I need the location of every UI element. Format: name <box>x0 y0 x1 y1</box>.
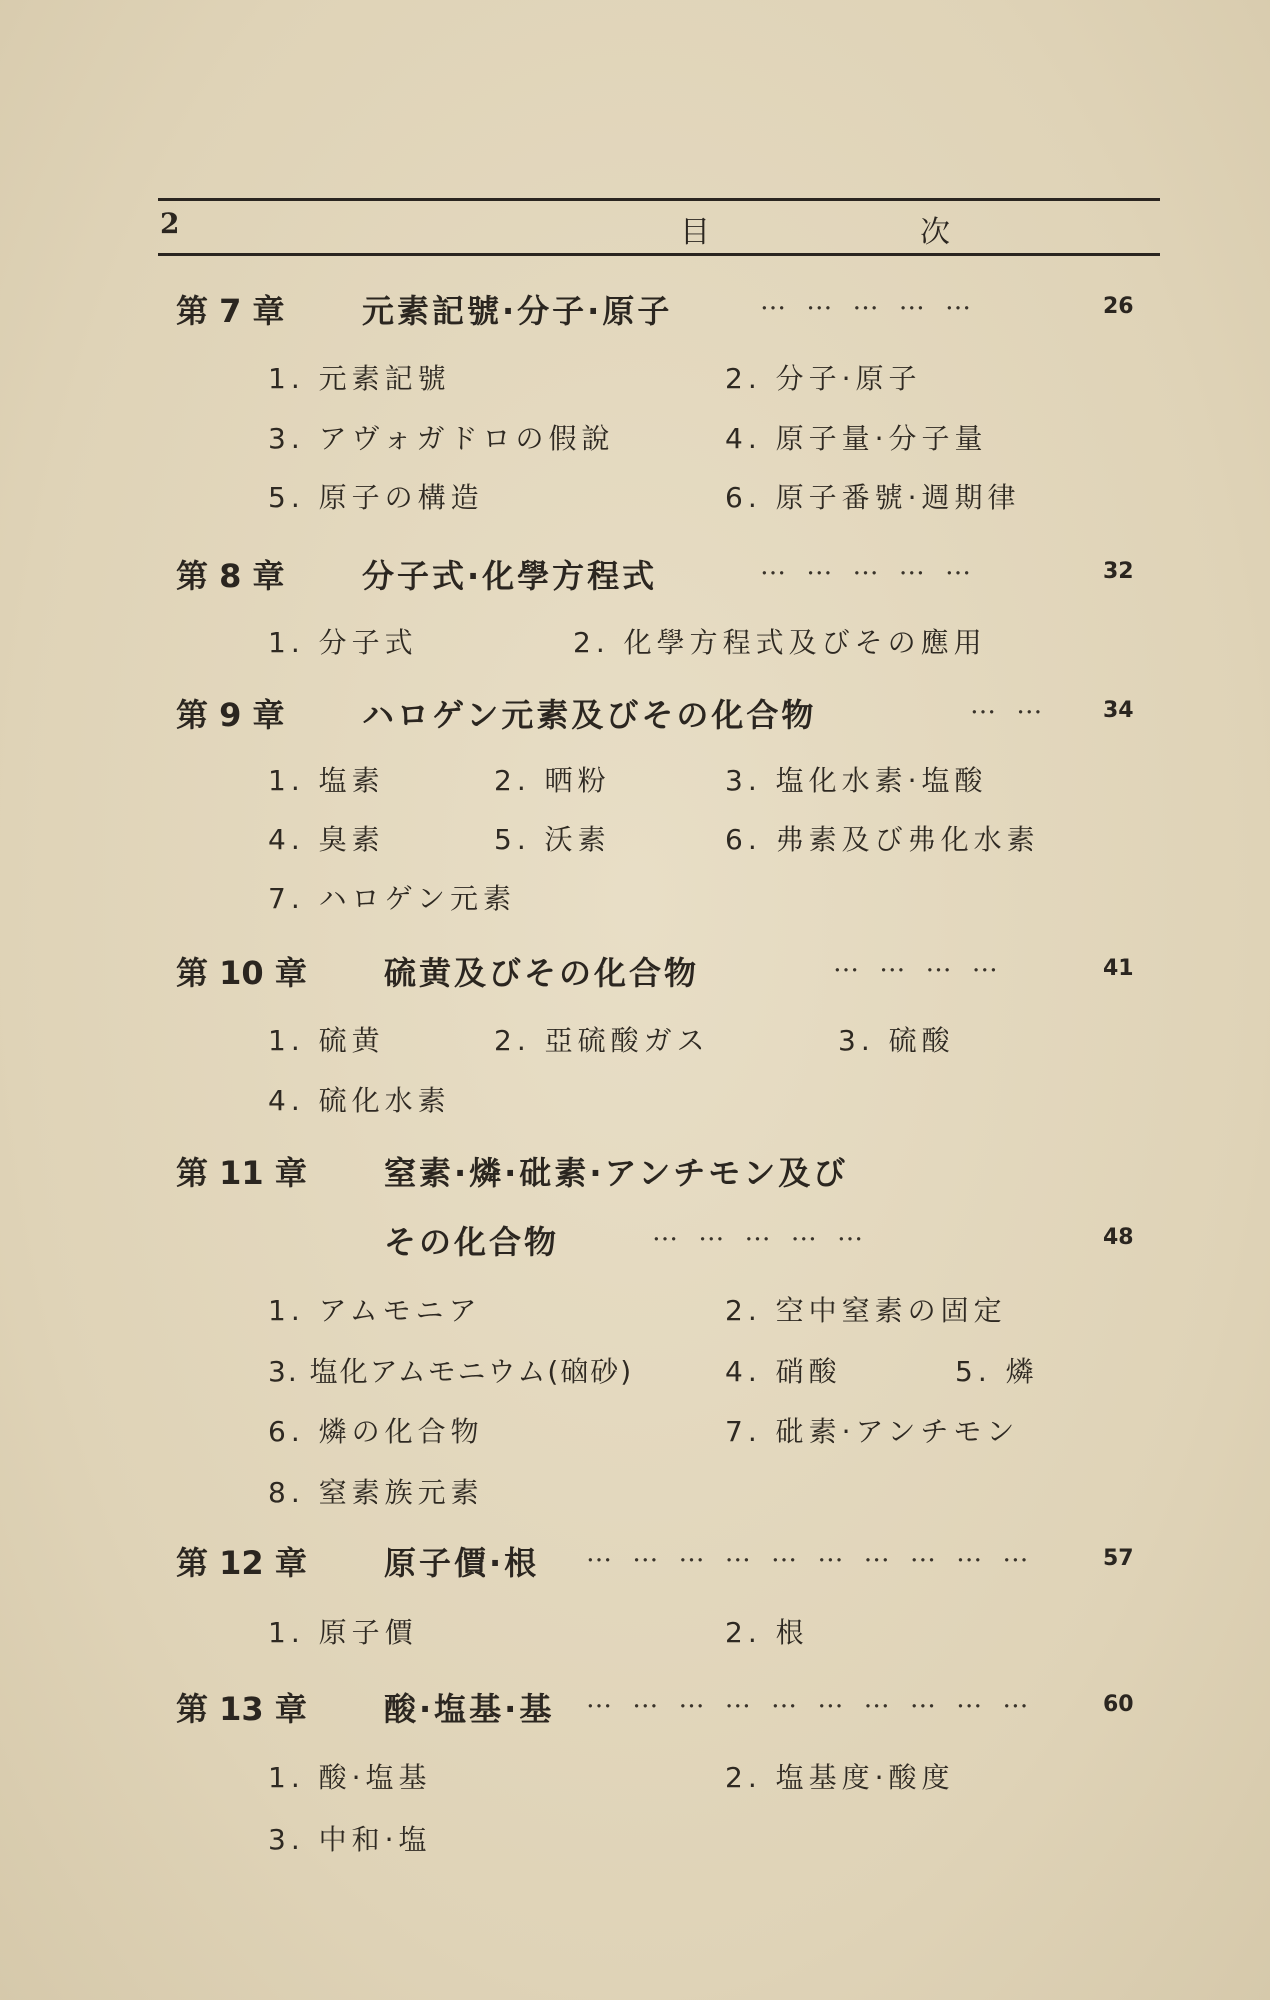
chapter-7-heading <box>0 286 1270 336</box>
chapter-10-heading <box>0 948 1270 998</box>
section-item: 4. 硝酸 <box>725 1355 842 1388</box>
section-item: 1. 原子價 <box>268 1616 418 1649</box>
section-item: 5. 原子の構造 <box>268 481 484 514</box>
section-item: 2. 亞硫酸ガス <box>494 1024 710 1057</box>
chapter-title-continued: その化合物 <box>384 1223 560 1261</box>
section-item: 7. 砒素·アンチモン <box>725 1415 1020 1448</box>
leader-dots: … … … … … <box>652 1217 870 1247</box>
chapter-title: 分子式·化學方程式 <box>362 557 658 595</box>
section-item: 2. 塩基度·酸度 <box>725 1761 955 1794</box>
section-item: 1. 分子式 <box>268 626 418 659</box>
section-item: 1. アムモニア <box>268 1294 482 1327</box>
chapter-8-heading <box>0 551 1270 601</box>
chapter-11-heading-cont <box>0 1217 1270 1267</box>
section-item: 1. 塩素 <box>268 764 385 797</box>
chapter-9-heading <box>0 690 1270 740</box>
chapter-page-number: 26 <box>1103 294 1134 319</box>
chapter-label: 第 13 章 <box>176 1690 307 1728</box>
section-item: 2. 空中窒素の固定 <box>725 1294 1007 1327</box>
section-item: 3. 塩化アムモニウム(硇砂) <box>268 1355 634 1388</box>
section-item: 5. 沃素 <box>494 823 611 856</box>
chapter-label: 第 10 章 <box>176 954 307 992</box>
chapter-page-number: 60 <box>1103 1692 1134 1717</box>
leader-dots: … … … … … … … … … … <box>586 1684 1035 1714</box>
section-item: 5. 燐 <box>955 1355 1039 1388</box>
leader-dots: … … … … … <box>760 551 978 581</box>
leader-dots: … … <box>970 690 1049 720</box>
chapter-12-heading <box>0 1538 1270 1588</box>
chapter-13-heading <box>0 1684 1270 1734</box>
section-item: 1. 元素記號 <box>268 362 451 395</box>
chapter-label: 第 7 章 <box>176 292 285 330</box>
chapter-label: 第 11 章 <box>176 1154 307 1192</box>
section-item: 4. 原子量·分子量 <box>725 422 988 455</box>
page-number: 2 <box>160 207 180 240</box>
chapter-label: 第 12 章 <box>176 1544 307 1582</box>
section-item: 3. 硫酸 <box>838 1024 955 1057</box>
section-item: 2. 根 <box>725 1616 809 1649</box>
chapter-page-number: 48 <box>1103 1225 1134 1250</box>
section-item: 3. 中和·塩 <box>268 1823 432 1856</box>
section-item: 3. 塩化水素·塩酸 <box>725 764 988 797</box>
chapter-page-number: 41 <box>1103 956 1134 981</box>
section-item: 3. アヴォガドロの假說 <box>268 422 615 455</box>
chapter-title: ハロゲン元素及びその化合物 <box>362 696 817 734</box>
chapter-label: 第 8 章 <box>176 557 285 595</box>
leader-dots: … … … … <box>833 948 1004 978</box>
leader-dots: … … … … … <box>760 286 978 316</box>
chapter-page-number: 57 <box>1103 1546 1134 1571</box>
section-item: 2. 晒粉 <box>494 764 611 797</box>
chapter-page-number: 34 <box>1103 698 1134 723</box>
section-item: 4. 臭素 <box>268 823 385 856</box>
section-item: 1. 酸·塩基 <box>268 1761 432 1794</box>
leader-dots: … … … … … … … … … … <box>586 1538 1035 1568</box>
chapter-label: 第 9 章 <box>176 696 285 734</box>
chapter-11-heading <box>0 1148 1270 1198</box>
section-item: 1. 硫黄 <box>268 1024 385 1057</box>
chapter-page-number: 32 <box>1103 559 1134 584</box>
section-item: 6. 弗素及び弗化水素 <box>725 823 1040 856</box>
section-item: 6. 燐の化合物 <box>268 1415 484 1448</box>
chapter-title: 酸·塩基·基 <box>384 1690 555 1728</box>
chapter-title: 元素記號·分子·原子 <box>362 292 673 330</box>
chapter-title: 硫黄及びその化合物 <box>384 954 700 992</box>
header-title-right: 次 <box>920 215 950 250</box>
section-item: 7. ハロゲン元素 <box>268 882 517 915</box>
header-title-left: 目 <box>680 215 710 250</box>
section-item: 8. 窒素族元素 <box>268 1476 484 1509</box>
chapter-title: 窒素·燐·砒素·アンチモン及び <box>384 1154 849 1192</box>
page-header <box>158 198 1160 256</box>
section-item: 2. 化學方程式及びその應用 <box>573 626 987 659</box>
section-item: 6. 原子番號·週期律 <box>725 481 1021 514</box>
section-item: 2. 分子·原子 <box>725 362 922 395</box>
section-item: 4. 硫化水素 <box>268 1084 451 1117</box>
chapter-title: 原子價·根 <box>384 1544 540 1582</box>
